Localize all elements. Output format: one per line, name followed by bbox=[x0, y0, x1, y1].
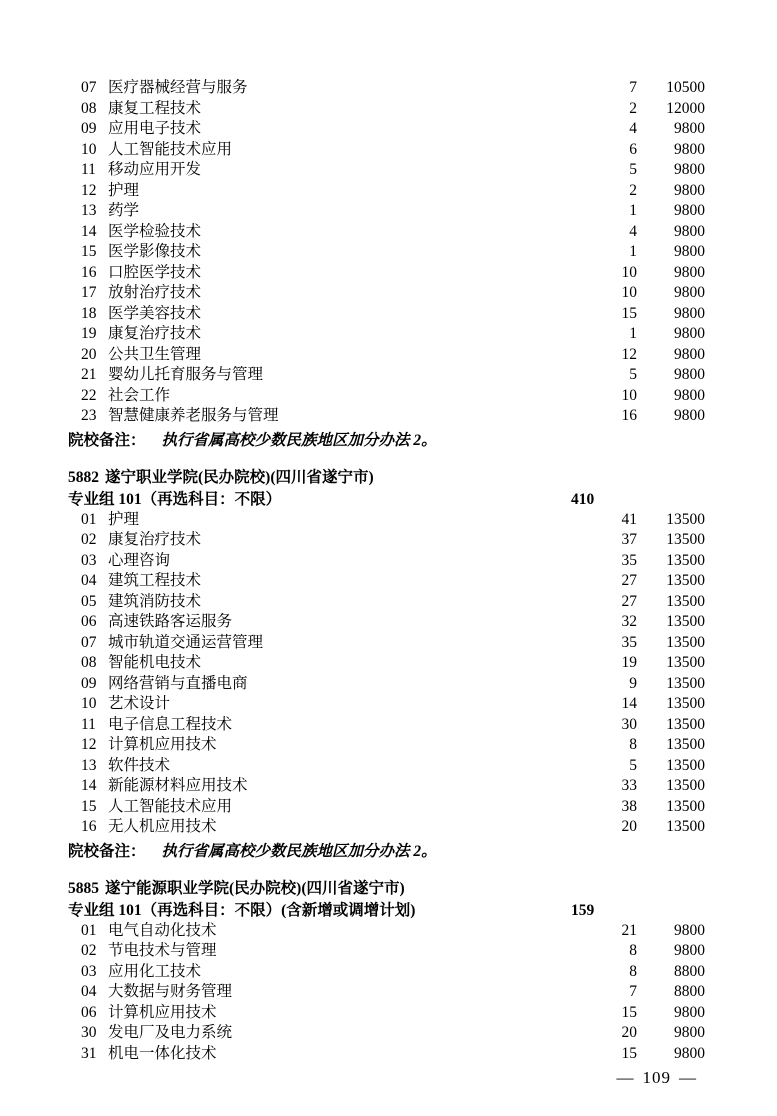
program-fee: 13500 bbox=[666, 818, 705, 835]
program-quota: 12 bbox=[621, 345, 637, 363]
table-row bbox=[68, 119, 705, 140]
table-row bbox=[68, 735, 705, 756]
program-code: 15 bbox=[81, 243, 97, 260]
program-quota: 8 bbox=[629, 736, 637, 753]
program-name: 无人机应用技术 bbox=[108, 818, 217, 835]
program-fee: 9800 bbox=[674, 161, 705, 178]
program-code: 09 bbox=[81, 120, 97, 137]
table-row bbox=[68, 633, 705, 654]
table-row bbox=[68, 1044, 705, 1065]
program-fee: 9800 bbox=[674, 407, 705, 424]
program-name: 应用化工技术 bbox=[108, 962, 202, 980]
footer-dash-left: — bbox=[616, 1068, 635, 1087]
footer-dash-right: — bbox=[679, 1068, 697, 1087]
program-quota: 33 bbox=[621, 777, 637, 794]
program-name: 城市轨道交通运营管理 bbox=[108, 633, 264, 651]
program-code: 10 bbox=[81, 140, 97, 158]
program-code: 09 bbox=[81, 674, 97, 692]
table-row bbox=[68, 674, 705, 695]
program-quota: 8 bbox=[629, 942, 637, 959]
program-name: 新能源材料应用技术 bbox=[108, 777, 248, 794]
program-fee: 9800 bbox=[674, 284, 705, 301]
school-name: 遂宁职业学院(民办院校)(四川省遂宁市) bbox=[105, 468, 374, 486]
page-footer bbox=[609, 1068, 706, 1088]
table-row bbox=[68, 530, 705, 551]
program-code: 11 bbox=[81, 161, 96, 178]
program-name: 建筑消防技术 bbox=[108, 592, 202, 610]
program-code: 12 bbox=[81, 736, 97, 753]
table-row bbox=[68, 592, 705, 613]
school-note-text: 执行省属高校少数民族地区加分办法 2。 bbox=[161, 431, 437, 449]
program-fee: 13500 bbox=[666, 756, 705, 774]
program-code: 21 bbox=[81, 366, 97, 383]
program-fee: 13500 bbox=[666, 695, 705, 712]
program-name: 康复治疗技术 bbox=[108, 325, 202, 342]
school-name: 遂宁能源职业学院(民办院校)(四川省遂宁市) bbox=[105, 879, 405, 897]
program-quota: 21 bbox=[621, 921, 637, 939]
program-quota: 32 bbox=[621, 613, 637, 630]
table-row bbox=[68, 612, 705, 633]
program-quota: 1 bbox=[629, 243, 637, 260]
program-name: 医学美容技术 bbox=[108, 304, 202, 322]
table-row bbox=[68, 653, 705, 674]
program-fee: 9800 bbox=[674, 345, 705, 363]
program-quota: 15 bbox=[621, 1044, 637, 1062]
program-fee: 9800 bbox=[674, 921, 705, 939]
program-quota: 27 bbox=[621, 592, 637, 610]
program-fee: 9800 bbox=[674, 1044, 705, 1062]
program-fee: 13500 bbox=[666, 531, 705, 548]
program-code: 20 bbox=[81, 345, 97, 363]
school-note-label: 院校备注： bbox=[68, 842, 146, 860]
program-list bbox=[68, 510, 705, 838]
program-name: 医疗器械经营与服务 bbox=[108, 79, 248, 96]
table-row bbox=[68, 160, 705, 181]
program-fee: 9800 bbox=[674, 120, 705, 137]
program-fee: 13500 bbox=[666, 715, 705, 733]
table-row bbox=[68, 694, 705, 715]
program-quota: 35 bbox=[621, 633, 637, 651]
program-fee: 9800 bbox=[674, 181, 705, 199]
program-code: 13 bbox=[81, 756, 97, 774]
school-note-text: 执行省属高校少数民族地区加分办法 2。 bbox=[161, 842, 437, 860]
table-row bbox=[68, 263, 705, 284]
page-number: 109 bbox=[642, 1068, 671, 1087]
program-name: 人工智能技术应用 bbox=[108, 797, 233, 815]
program-quota: 38 bbox=[621, 797, 637, 815]
program-name: 护理 bbox=[108, 510, 140, 528]
program-code: 19 bbox=[81, 325, 97, 342]
program-code: 01 bbox=[81, 510, 97, 528]
program-name: 节电技术与管理 bbox=[108, 942, 217, 959]
program-quota: 15 bbox=[621, 1003, 637, 1021]
major-group-quota: 159 bbox=[571, 901, 595, 919]
program-fee: 9800 bbox=[674, 386, 705, 404]
program-name: 医学检验技术 bbox=[108, 222, 202, 240]
program-code: 16 bbox=[81, 818, 97, 835]
major-group-heading bbox=[68, 900, 705, 921]
table-row bbox=[68, 283, 705, 304]
program-fee: 13500 bbox=[666, 736, 705, 753]
program-quota: 27 bbox=[621, 572, 637, 589]
program-fee: 13500 bbox=[666, 674, 705, 692]
program-fee: 9800 bbox=[674, 202, 705, 219]
program-code: 15 bbox=[81, 797, 97, 815]
program-fee: 9800 bbox=[674, 263, 705, 281]
table-row bbox=[68, 797, 705, 818]
table-row bbox=[68, 304, 705, 325]
program-code: 16 bbox=[81, 263, 97, 281]
program-code: 11 bbox=[81, 715, 96, 733]
table-row bbox=[68, 78, 705, 99]
program-fee: 13500 bbox=[666, 572, 705, 589]
program-name: 心理咨询 bbox=[108, 551, 171, 569]
major-group-heading bbox=[68, 489, 705, 510]
program-quota: 37 bbox=[621, 531, 637, 548]
table-row bbox=[68, 571, 705, 592]
table-row bbox=[68, 365, 705, 386]
program-name: 智慧健康养老服务与管理 bbox=[108, 407, 279, 424]
program-quota: 20 bbox=[621, 818, 637, 835]
program-name: 放射治疗技术 bbox=[108, 284, 202, 301]
program-quota: 5 bbox=[629, 756, 637, 774]
program-fee: 13500 bbox=[666, 613, 705, 630]
program-code: 02 bbox=[81, 531, 97, 548]
program-fee: 13500 bbox=[666, 633, 705, 651]
program-quota: 19 bbox=[621, 654, 637, 671]
program-list bbox=[68, 921, 705, 1065]
program-quota: 7 bbox=[629, 983, 637, 1000]
table-row bbox=[68, 345, 705, 366]
program-fee: 12000 bbox=[666, 99, 705, 117]
program-name: 社会工作 bbox=[108, 386, 171, 404]
program-code: 06 bbox=[81, 1003, 97, 1021]
school-note bbox=[68, 430, 705, 451]
program-name: 口腔医学技术 bbox=[108, 263, 202, 281]
program-quota: 6 bbox=[629, 140, 637, 158]
program-fee: 9800 bbox=[674, 325, 705, 342]
table-row bbox=[68, 140, 705, 161]
program-fee: 9800 bbox=[674, 140, 705, 158]
table-row bbox=[68, 962, 705, 983]
table-row bbox=[68, 941, 705, 962]
table-row bbox=[68, 817, 705, 838]
program-code: 14 bbox=[81, 222, 97, 240]
major-group-quota: 410 bbox=[571, 490, 595, 508]
program-code: 18 bbox=[81, 304, 97, 322]
program-name: 护理 bbox=[108, 181, 140, 199]
program-quota: 14 bbox=[621, 695, 637, 712]
program-fee: 9800 bbox=[674, 222, 705, 240]
table-row bbox=[68, 386, 705, 407]
program-quota: 4 bbox=[629, 120, 637, 137]
program-name: 发电厂及电力系统 bbox=[108, 1024, 233, 1041]
school-code: 5882 bbox=[68, 468, 99, 486]
table-row bbox=[68, 756, 705, 777]
program-fee: 10500 bbox=[666, 79, 705, 96]
program-fee: 13500 bbox=[666, 592, 705, 610]
program-quota: 30 bbox=[621, 715, 637, 733]
program-fee: 13500 bbox=[666, 551, 705, 569]
table-row bbox=[68, 715, 705, 736]
table-row bbox=[68, 510, 705, 531]
program-code: 13 bbox=[81, 202, 97, 219]
program-name: 机电一体化技术 bbox=[108, 1044, 217, 1062]
program-quota: 10 bbox=[621, 263, 637, 281]
program-fee: 9800 bbox=[674, 942, 705, 959]
program-quota: 20 bbox=[621, 1024, 637, 1041]
program-fee: 9800 bbox=[674, 1024, 705, 1041]
table-row bbox=[68, 99, 705, 120]
program-code: 02 bbox=[81, 942, 97, 959]
major-group-label: 专业组 101（再选科目：不限）(含新增或调增计划) bbox=[68, 901, 416, 919]
program-quota: 4 bbox=[629, 222, 637, 240]
school-code: 5885 bbox=[68, 879, 99, 897]
school-note bbox=[68, 841, 705, 862]
program-code: 03 bbox=[81, 962, 97, 980]
school-heading bbox=[68, 467, 705, 488]
program-code: 07 bbox=[81, 633, 97, 651]
program-name: 康复工程技术 bbox=[108, 99, 202, 117]
program-code: 06 bbox=[81, 613, 97, 630]
program-code: 04 bbox=[81, 983, 97, 1000]
program-quota: 5 bbox=[629, 161, 637, 178]
table-row bbox=[68, 776, 705, 797]
program-name: 电气自动化技术 bbox=[108, 921, 217, 939]
program-fee: 9800 bbox=[674, 366, 705, 383]
program-quota: 2 bbox=[629, 181, 637, 199]
program-fee: 13500 bbox=[666, 510, 705, 528]
table-row bbox=[68, 406, 705, 427]
program-quota: 41 bbox=[621, 510, 637, 528]
table-row bbox=[68, 324, 705, 345]
program-code: 12 bbox=[81, 181, 97, 199]
program-code: 17 bbox=[81, 284, 97, 301]
program-code: 07 bbox=[81, 79, 97, 96]
program-quota: 1 bbox=[629, 202, 637, 219]
program-name: 网络营销与直播电商 bbox=[108, 674, 248, 692]
school-note-label: 院校备注： bbox=[68, 431, 146, 449]
table-row bbox=[68, 181, 705, 202]
table-row bbox=[68, 1003, 705, 1024]
program-code: 22 bbox=[81, 386, 97, 404]
table-row bbox=[68, 201, 705, 222]
table-row bbox=[68, 921, 705, 942]
program-quota: 2 bbox=[629, 99, 637, 117]
program-code: 03 bbox=[81, 551, 97, 569]
program-name: 软件技术 bbox=[108, 756, 171, 774]
program-code: 14 bbox=[81, 777, 97, 794]
program-name: 计算机应用技术 bbox=[108, 1003, 217, 1021]
program-fee: 8800 bbox=[674, 983, 705, 1000]
program-name: 计算机应用技术 bbox=[108, 736, 217, 753]
program-code: 31 bbox=[81, 1044, 97, 1062]
program-name: 建筑工程技术 bbox=[108, 572, 202, 589]
program-name: 高速铁路客运服务 bbox=[108, 613, 233, 630]
table-row bbox=[68, 242, 705, 263]
table-row bbox=[68, 982, 705, 1003]
program-quota: 5 bbox=[629, 366, 637, 383]
program-fee: 9800 bbox=[674, 304, 705, 322]
program-fee: 8800 bbox=[674, 962, 705, 980]
program-code: 08 bbox=[81, 654, 97, 671]
program-quota: 10 bbox=[621, 284, 637, 301]
program-name: 婴幼儿托育服务与管理 bbox=[108, 366, 264, 383]
program-code: 04 bbox=[81, 572, 97, 589]
program-name: 智能机电技术 bbox=[108, 654, 202, 671]
program-name: 医学影像技术 bbox=[108, 243, 202, 260]
school-heading bbox=[68, 878, 705, 899]
program-name: 大数据与财务管理 bbox=[108, 983, 233, 1000]
program-name: 移动应用开发 bbox=[108, 161, 202, 178]
table-row bbox=[68, 222, 705, 243]
program-quota: 35 bbox=[621, 551, 637, 569]
program-fee: 9800 bbox=[674, 1003, 705, 1021]
program-code: 23 bbox=[81, 407, 97, 424]
program-name: 康复治疗技术 bbox=[108, 531, 202, 548]
program-fee: 13500 bbox=[666, 654, 705, 671]
program-list-continuation bbox=[68, 78, 705, 427]
program-code: 30 bbox=[81, 1024, 97, 1041]
program-quota: 15 bbox=[621, 304, 637, 322]
program-quota: 16 bbox=[621, 407, 637, 424]
program-code: 08 bbox=[81, 99, 97, 117]
table-row bbox=[68, 1023, 705, 1044]
program-quota: 8 bbox=[629, 962, 637, 980]
program-fee: 9800 bbox=[674, 243, 705, 260]
program-code: 05 bbox=[81, 592, 97, 610]
program-name: 艺术设计 bbox=[108, 695, 171, 712]
program-name: 应用电子技术 bbox=[108, 120, 202, 137]
program-quota: 9 bbox=[629, 674, 637, 692]
program-name: 人工智能技术应用 bbox=[108, 140, 233, 158]
program-name: 药学 bbox=[108, 202, 140, 219]
program-fee: 13500 bbox=[666, 797, 705, 815]
program-name: 电子信息工程技术 bbox=[108, 715, 233, 733]
table-row bbox=[68, 551, 705, 572]
program-quota: 7 bbox=[629, 79, 637, 96]
program-code: 01 bbox=[81, 921, 97, 939]
program-fee: 13500 bbox=[666, 777, 705, 794]
program-code: 10 bbox=[81, 695, 97, 712]
program-quota: 1 bbox=[629, 325, 637, 342]
major-group-label: 专业组 101（再选科目：不限） bbox=[68, 490, 282, 508]
program-name: 公共卫生管理 bbox=[108, 345, 202, 363]
program-quota: 10 bbox=[621, 386, 637, 404]
